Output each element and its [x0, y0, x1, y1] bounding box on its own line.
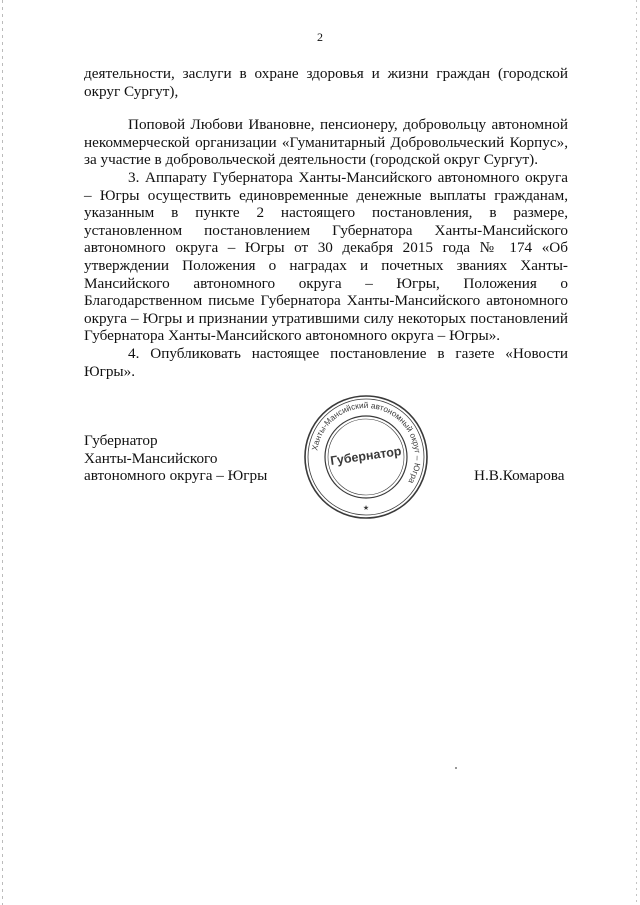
seal-ring-text: Ханты-Мансийский автономный округ – Югра [310, 400, 423, 486]
scan-edge-left [2, 0, 3, 905]
signature-title-line-3: автономного округа – Югры [84, 467, 268, 485]
signatory-name: Н.В.Комарова [474, 467, 565, 484]
paragraph-item-4: 4. Опубликовать настоящее постановление в газете «Новости Югры». [84, 344, 568, 380]
paragraph-item-3: 3. Аппарату Губернатора Ханты-Мансийского автономного округа – Югры осуществить единовременные денежные выплаты гражданам, указанным в пункте 2 настоящего постановления, в размере, установленном постановлением Губернатора Ханты-Мансийского автономного округа – Югры от 30 декабря 2015 года № 174 «Об утверждении Положения о наградах и почетных званиях Ханты-Мансийского автономного округа – Югры, Положения о Благодарственном письме Губернатора Ханты-Мансийского автономного округа – Югры и признании утратившими силу некоторых постановлений Губернатора Ханты-Мансийского автономного округа – Югры». [84, 168, 568, 345]
document-body [84, 65, 568, 380]
scan-edge-right [636, 0, 637, 905]
signature-title-line-2: Ханты-Мансийского [84, 449, 218, 467]
seal-star: ★ [362, 504, 370, 512]
signature-title [84, 432, 267, 485]
paragraph-continuation: деятельности, заслуги в охране здоровья и жизни граждан (городской округ Сургут), [84, 65, 568, 100]
official-seal-stamp [302, 393, 430, 521]
paragraph-popova: Поповой Любови Ивановне, пенсионеру, добровольцу автономной некоммерческой организации «Гуманитарный Добровольческий Корпус», за участие в добровольческой деятельности (городской округ Сургут). [84, 116, 568, 169]
seal-center-text: Губернатор [329, 444, 403, 468]
signature-title-line-1: Губернатор [84, 432, 158, 449]
scan-speck [455, 767, 457, 769]
page-number: 2 [317, 30, 323, 44]
